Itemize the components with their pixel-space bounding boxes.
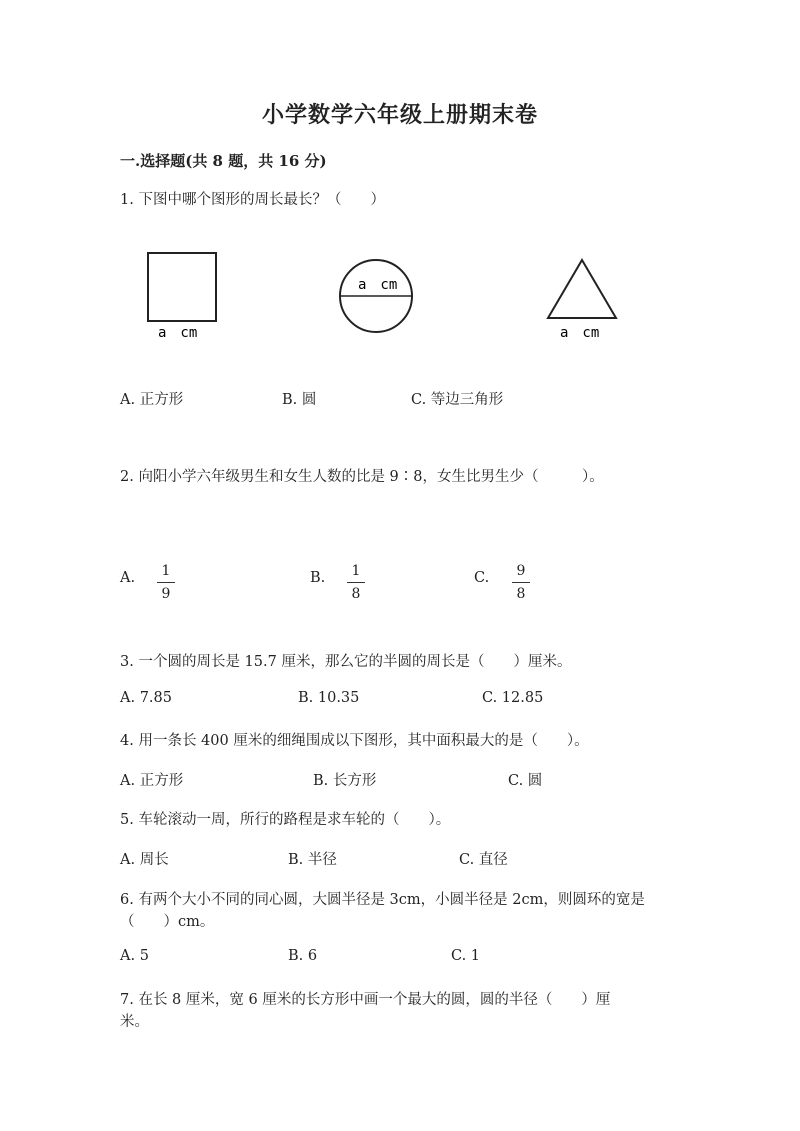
question-7-text-line2: 米。 <box>120 1014 149 1030</box>
q4-option-a[interactable]: A. 正方形 <box>120 773 184 789</box>
question-6-text-line1: 6. 有两个大小不同的同心圆，大圆半径是 3cm，小圆半径是 2cm，则圆环的宽是 <box>120 892 645 908</box>
fraction-denominator: 8 <box>351 586 361 602</box>
q1-option-b[interactable]: B. 圆 <box>282 392 317 408</box>
q6-option-b[interactable]: B. 6 <box>288 948 318 964</box>
q5-option-a[interactable]: A. 周长 <box>120 852 169 868</box>
question-6-text-line2: （ ）cm。 <box>120 914 215 930</box>
question-3-text: 3. 一个圆的周长是 15.7 厘米，那么它的半圆的周长是（ ）厘米。 <box>120 654 572 670</box>
page-title: 小学数学六年级上册期末卷 <box>261 102 538 128</box>
q6-option-c[interactable]: C. 1 <box>451 948 481 964</box>
q2-option-a-fraction <box>155 563 177 602</box>
q1-option-c[interactable]: C. 等边三角形 <box>411 392 504 408</box>
q2-option-b-label[interactable]: B. <box>310 570 326 586</box>
question-2-text: 2. 向阳小学六年级男生和女生人数的比是 9∶8，女生比男生少（ ）。 <box>120 469 604 485</box>
question-7-text-line1: 7. 在长 8 厘米，宽 6 厘米的长方形中画一个最大的圆，圆的半径（ ）厘 <box>120 992 611 1008</box>
q4-option-b[interactable]: B. 长方形 <box>313 773 377 789</box>
q6-option-a[interactable]: A. 5 <box>120 948 149 964</box>
q3-option-a[interactable]: A. 7.85 <box>120 690 172 706</box>
q2-option-c-label[interactable]: C. <box>474 570 490 586</box>
fraction-denominator: 9 <box>161 586 171 602</box>
q5-option-b[interactable]: B. 半径 <box>288 852 337 868</box>
square-shape <box>148 253 216 321</box>
fraction-numerator: 1 <box>161 563 171 579</box>
section-heading: 一.选择题(共 8 题，共 16 分) <box>120 152 327 170</box>
q1-option-a[interactable]: A. 正方形 <box>120 392 184 408</box>
triangle-shape <box>548 260 616 318</box>
q2-option-a-label[interactable]: A. <box>120 570 136 586</box>
square-label: a cm <box>158 325 198 341</box>
q3-option-b[interactable]: B. 10.35 <box>298 690 360 706</box>
circle-label: a cm <box>358 277 398 293</box>
square-figure <box>140 245 230 345</box>
q2-option-c-fraction <box>510 563 532 602</box>
q3-option-c[interactable]: C. 12.85 <box>482 690 544 706</box>
q5-option-c[interactable]: C. 直径 <box>459 852 508 868</box>
triangle-label: a cm <box>560 325 600 341</box>
triangle-figure <box>540 252 625 347</box>
circle-figure <box>335 255 417 337</box>
fraction-numerator: 9 <box>516 563 526 579</box>
q4-option-c[interactable]: C. 圆 <box>508 773 543 789</box>
question-1-text: 1. 下图中哪个图形的周长最长？（ ） <box>120 192 385 208</box>
question-4-text: 4. 用一条长 400 厘米的细绳围成以下图形，其中面积最大的是（ ）。 <box>120 733 589 749</box>
q2-option-b-fraction <box>345 563 367 602</box>
fraction-denominator: 8 <box>516 586 526 602</box>
question-5-text: 5. 车轮滚动一周，所行的路程是求车轮的（ ）。 <box>120 812 451 828</box>
fraction-numerator: 1 <box>351 563 361 579</box>
